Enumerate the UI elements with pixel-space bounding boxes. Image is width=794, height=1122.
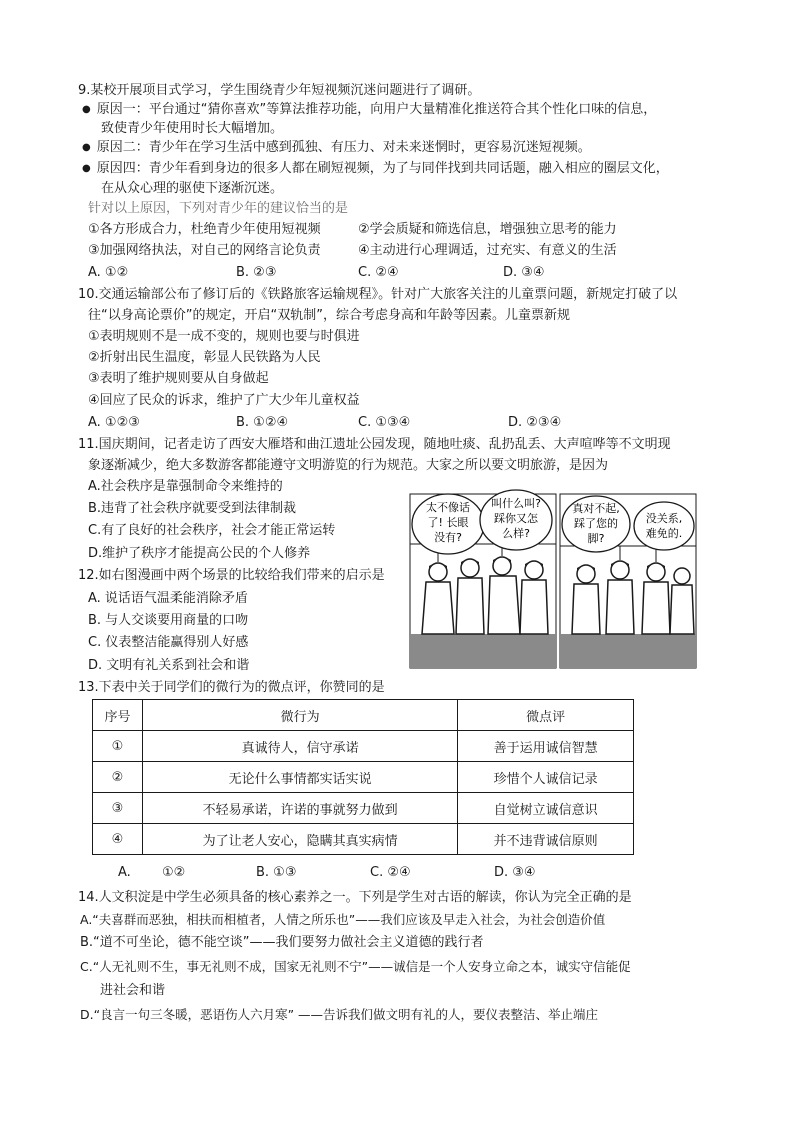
q9-choice-b[interactable]: B. ②③ <box>236 265 277 280</box>
table-header-behavior: 微行为 <box>142 700 457 731</box>
q10-item-4: ④回应了民众的诉求，维护了广大少年儿童权益 <box>88 393 360 408</box>
q14-stem: 14.人文积淀是中学生必须具备的核心素养之一。下列是学生对古语的解读，你认为完全正确的是 <box>78 890 632 905</box>
q9-stem: 9.某校开展项目式学习，学生围绕青少年短视频沉迷问题进行了调研。 <box>78 83 481 98</box>
q9-bullet-1: ● 原因一：平台通过“猜你喜欢”等算法推荐功能，向用户大量精准化推送符合其个性化口味的信息， <box>82 101 656 119</box>
q11-stem-1: 11.国庆期间，记者走访了西安大雁塔和曲江遗址公园发现，随地吐痰、乱扔乱丢、大声喧哗等不文明现 <box>78 437 671 452</box>
q10-item-2: ②折射出民生温度，彰显人民铁路为人民 <box>88 350 321 365</box>
table-cell-index: ④ <box>93 824 143 855</box>
q11-choice-d[interactable]: D.维护了秩序才能提高公民的个人修养 <box>88 546 311 561</box>
q9-item-3: ③加强网络执法，对自己的网络言论负责 <box>88 243 321 258</box>
table-row <box>93 731 634 762</box>
comic-panel-left <box>410 490 556 668</box>
table-header-row <box>93 700 634 731</box>
q10-choice-c[interactable]: C. ①③④ <box>358 415 411 430</box>
q10-item-3: ③表明了维护规则要从自身做起 <box>88 371 269 386</box>
q10-stem-1: 10.交通运输部公布了修订后的《铁路旅客运输规程》。针对广大旅客关注的儿童票问题，新规定打破了以 <box>78 287 678 302</box>
q9-choice-c[interactable]: C. ②④ <box>358 265 399 280</box>
q9-item-2: ②学会质疑和筛选信息，增强独立思考的能力 <box>358 222 617 237</box>
q13-choice-a-label[interactable]: A. <box>118 865 131 880</box>
q9-bullet-2: ● 原因二：青少年在学习生活中感到孤独、有压力、对未来迷惘时，更容易沉迷短视频。 <box>82 139 591 157</box>
table-header-index: 序号 <box>93 700 143 731</box>
q9-bullet-3-cont: 在从众心理的驱使下逐渐沉迷。 <box>101 181 284 196</box>
q9-bullet-1-cont: 致使青少年使用时长大幅增加。 <box>101 121 284 136</box>
q10-choice-b[interactable]: B. ①②④ <box>236 415 289 430</box>
comic-bubble-2-line-1: 叫什么叫? <box>491 497 541 510</box>
table-cell-comment: 并不违背诚信原则 <box>458 824 634 855</box>
table-cell-index: ③ <box>93 793 143 824</box>
q14-choice-c[interactable]: C.“人无礼则不生，事无礼则不成，国家无礼则不宁”——诚信是一个人安身立命之本，诚实守信能促 <box>80 959 631 974</box>
table-cell-comment: 自觉树立诚信意识 <box>458 793 634 824</box>
comic-bubble-3-line-1: 真对不起, <box>572 502 620 515</box>
q11-choice-b[interactable]: B.违背了社会秩序就要受到法律制裁 <box>88 501 297 516</box>
q12-stem: 12.如右图漫画中两个场景的比较给我们带来的启示是 <box>78 568 385 583</box>
q9-bullet-3: ● 原因四：青少年看到身边的很多人都在刷短视频，为了与同伴找到共同话题，融入相应的圈层文化， <box>82 160 669 178</box>
comic-illustration <box>408 484 698 670</box>
comic-panel-right <box>560 494 696 668</box>
q12-choice-c[interactable]: C. 仪表整洁能赢得别人好感 <box>88 635 249 650</box>
comic-bubble-1-line-2: 了! 长眼 <box>427 516 469 529</box>
q14-choice-d[interactable]: D.“良言一句三冬暖，恶语伤人六月寒” ——告诉我们做文明有礼的人，要仪表整洁、举止端庄 <box>80 1007 599 1022</box>
q13-choice-b[interactable]: B. ①③ <box>256 865 297 880</box>
comic-bubble-4-line-1: 没关系, <box>645 512 683 525</box>
comic-bubble-2-line-2: 踩你又怎 <box>494 512 538 525</box>
q9-choice-a[interactable]: A. ①② <box>88 265 129 280</box>
q10-stem-2: 往“以身高论票价”的规定，开启“双轨制”，综合考虑身高和年龄等因素。儿童票新规 <box>88 308 570 323</box>
q9-choice-d[interactable]: D. ③④ <box>503 265 545 280</box>
q13-choice-c[interactable]: C. ②④ <box>370 865 411 880</box>
q10-choice-a[interactable]: A. ①②③ <box>88 415 140 430</box>
q9-item-4: ④主动进行心理调适，过充实、有意义的生活 <box>358 243 617 258</box>
table-row <box>93 762 634 793</box>
q10-choice-d[interactable]: D. ②③④ <box>508 415 562 430</box>
q12-choice-a[interactable]: A. 说话语气温柔能消除矛盾 <box>88 591 248 606</box>
q9-question: 针对以上原因，下列对青少年的建议恰当的是 <box>88 201 349 216</box>
q11-choice-c[interactable]: C.有了良好的社会秩序，社会才能正常运转 <box>88 523 336 538</box>
table-cell-behavior: 无论什么事情都实话实说 <box>142 762 457 793</box>
table-header-comment: 微点评 <box>458 700 634 731</box>
q10-item-1: ①表明规则不是一成不变的，规则也要与时俱进 <box>88 329 360 344</box>
q12-choice-d[interactable]: D. 文明有礼关系到社会和谐 <box>88 658 250 673</box>
q14-choice-c-cont: 进社会和谐 <box>100 983 166 998</box>
q13-table <box>92 699 634 855</box>
table-cell-comment: 珍惜个人诚信记录 <box>458 762 634 793</box>
q12-choice-b[interactable]: B. 与人交谈要用商量的口吻 <box>88 613 249 628</box>
comic-bubble-3-line-3: 脚? <box>587 532 605 545</box>
q14-choice-b[interactable]: B.“道不可坐论，德不能空谈”——我们要努力做社会主义道德的践行者 <box>80 935 484 950</box>
q14-choice-a[interactable]: A.“夫喜群而恶独，相扶而相植者，人情之所乐也”——我们应该及早走入社会，为社会创造价值 <box>80 912 606 927</box>
comic-bubble-1-line-3: 没有? <box>434 531 462 544</box>
table-row <box>93 793 634 824</box>
q11-choice-a[interactable]: A.社会秩序是靠强制命令来维持的 <box>88 479 283 494</box>
comic-bubble-3-line-2: 踩了您的 <box>574 517 618 530</box>
comic-bubble-1-line-1: 太不像话 <box>426 501 470 514</box>
table-cell-index: ① <box>93 731 143 762</box>
comic-bubble-4-line-2: 难免的. <box>645 527 683 540</box>
table-cell-behavior: 真诚待人，信守承诺 <box>142 731 457 762</box>
comic-bubble-2-line-3: 么样? <box>502 527 530 540</box>
table-cell-index: ② <box>93 762 143 793</box>
q9-item-1: ①各方形成合力，杜绝青少年使用短视频 <box>88 222 321 237</box>
table-cell-comment: 善于运用诚信智慧 <box>458 731 634 762</box>
q11-stem-2: 象逐渐减少，绝大多数游客都能遵守文明游览的行为规范。大家之所以要文明旅游，是因为 <box>88 458 609 473</box>
table-row <box>93 824 634 855</box>
q13-choice-a[interactable]: ①② <box>162 865 186 880</box>
q13-choice-d[interactable]: D. ③④ <box>494 865 536 880</box>
table-cell-behavior: 为了让老人安心，隐瞒其真实病情 <box>142 824 457 855</box>
table-cell-behavior: 不轻易承诺，许诺的事就努力做到 <box>142 793 457 824</box>
q13-stem: 13.下表中关于同学们的微行为的微点评，你赞同的是 <box>78 680 385 695</box>
